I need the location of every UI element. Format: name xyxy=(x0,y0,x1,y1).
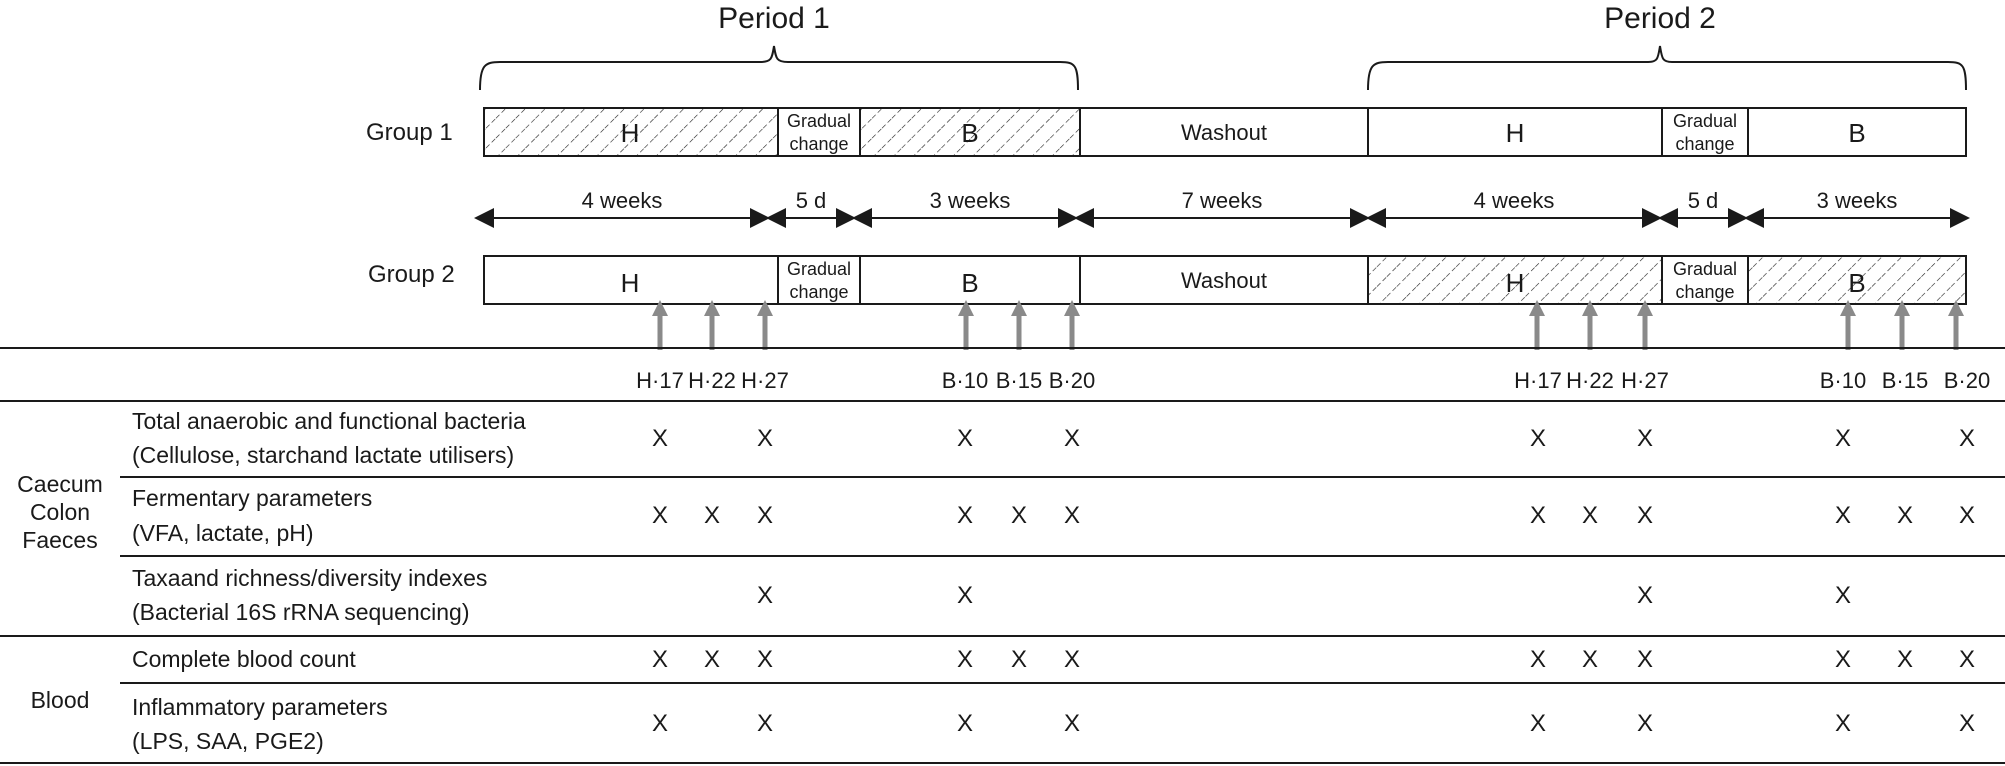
row-title: Inflammatory parameters xyxy=(132,694,388,720)
sampling-arrows xyxy=(660,308,1956,350)
sample-mark: X xyxy=(1581,502,1599,529)
sample-mark: X xyxy=(756,425,774,452)
sample-mark: X xyxy=(1636,710,1654,737)
sample-mark: X xyxy=(1834,582,1852,609)
sample-mark: X xyxy=(1010,646,1028,673)
group-2-washout-label: Washout xyxy=(1180,268,1268,293)
row-subtitle: (VFA, lactate, pH) xyxy=(132,520,314,546)
sample-mark: X xyxy=(651,502,669,529)
sample-mark: X xyxy=(651,425,669,452)
group-1-h2-label: H xyxy=(1505,118,1525,148)
sample-mark: X xyxy=(1636,502,1654,529)
table-row xyxy=(132,646,1975,673)
sample-mark: X xyxy=(651,710,669,737)
group-1-b-label: B xyxy=(961,118,979,148)
sample-mark: X xyxy=(1834,425,1852,452)
sample-mark: X xyxy=(1834,710,1852,737)
duration-label: 5 d xyxy=(795,188,827,213)
group-1-gradual-label: Gradual xyxy=(786,111,852,131)
group-1-gradual2-label: Gradual xyxy=(1672,111,1738,131)
sample-mark: X xyxy=(1063,710,1081,737)
sample-mark: X xyxy=(651,646,669,673)
sample-mark: X xyxy=(1834,646,1852,673)
timepoint-label: B·20 xyxy=(1048,368,1096,393)
group-1-change2-label: change xyxy=(1675,134,1735,154)
timepoint-label: H·27 xyxy=(741,368,789,393)
group-1-b2-label: B xyxy=(1848,118,1866,148)
duration-label: 7 weeks xyxy=(1181,188,1263,213)
group-1-h-label: H xyxy=(620,118,640,148)
sample-mark: X xyxy=(1581,646,1599,673)
duration-label: 4 weeks xyxy=(1473,188,1555,213)
row-title: Fermentary parameters xyxy=(132,485,373,511)
sample-mark: X xyxy=(1958,646,1976,673)
table-row xyxy=(132,565,1851,625)
timepoint-label: B·10 xyxy=(1819,368,1867,393)
row-subtitle: (Cellulose, starchand lactate utilisers) xyxy=(132,442,515,468)
period-1-label: Period 1 xyxy=(718,2,830,35)
category-caecum: Caecum xyxy=(17,471,103,497)
sample-mark: X xyxy=(1063,425,1081,452)
timepoint-label: B·15 xyxy=(995,368,1043,393)
sample-mark: X xyxy=(1529,646,1547,673)
table-row xyxy=(132,485,1975,546)
sample-mark: X xyxy=(1063,502,1081,529)
group-1-bar xyxy=(484,108,1966,156)
sample-mark: X xyxy=(756,710,774,737)
sample-mark: X xyxy=(956,425,974,452)
timepoint-label: B·20 xyxy=(1943,368,1991,393)
group-2-h2-label: H xyxy=(1505,268,1525,298)
timepoint-label: H·22 xyxy=(688,368,736,393)
row-subtitle: (Bacterial 16S rRNA sequencing) xyxy=(132,599,470,625)
table-row xyxy=(132,694,1975,754)
sample-mark: X xyxy=(1063,646,1081,673)
row-title: Complete blood count xyxy=(132,646,356,672)
sample-mark: X xyxy=(756,502,774,529)
sample-mark: X xyxy=(1529,502,1547,529)
group-2-change-label: change xyxy=(789,282,849,302)
sample-mark: X xyxy=(1958,425,1976,452)
row-subtitle: (LPS, SAA, PGE2) xyxy=(132,728,324,754)
sample-mark: X xyxy=(703,502,721,529)
timepoint-label: H·22 xyxy=(1566,368,1614,393)
duration-label: 3 weeks xyxy=(929,188,1011,213)
group-2-b2-label: B xyxy=(1848,268,1866,298)
period-1-brace xyxy=(480,46,1078,90)
sample-mark: X xyxy=(956,502,974,529)
sample-mark: X xyxy=(1896,502,1914,529)
group-2-gradual-label: Gradual xyxy=(786,259,852,279)
group-1-label: Group 1 xyxy=(366,119,453,146)
sample-mark: X xyxy=(1010,502,1028,529)
timepoint-label: H·17 xyxy=(636,368,684,393)
group-2-label: Group 2 xyxy=(368,261,455,288)
category-faeces: Faeces xyxy=(22,527,98,553)
group-1-washout-label: Washout xyxy=(1180,120,1268,145)
sample-mark: X xyxy=(1896,646,1914,673)
sample-mark: X xyxy=(1834,502,1852,529)
group-2-change2-label: change xyxy=(1675,282,1735,302)
timepoint-label: H·27 xyxy=(1621,368,1669,393)
sample-mark: X xyxy=(1636,646,1654,673)
group-2-h-label: H xyxy=(620,268,640,298)
sample-mark: X xyxy=(956,646,974,673)
group-2-b-label: B xyxy=(961,268,979,298)
sample-mark: X xyxy=(756,646,774,673)
row-title: Taxaand richness/diversity indexes xyxy=(132,565,488,591)
duration-label: 4 weeks xyxy=(581,188,663,213)
group-2-bar xyxy=(484,256,1966,304)
period-2-label: Period 2 xyxy=(1604,2,1716,35)
category-blood: Blood xyxy=(30,687,90,713)
period-2-brace xyxy=(1368,46,1966,90)
duration-label: 5 d xyxy=(1687,188,1719,213)
sample-mark: X xyxy=(756,582,774,609)
row-title: Total anaerobic and functional bacteria xyxy=(132,408,526,434)
sample-mark: X xyxy=(703,646,721,673)
group-2-gradual2-label: Gradual xyxy=(1672,259,1738,279)
duration-arrows xyxy=(476,188,1968,218)
sample-mark: X xyxy=(1529,425,1547,452)
sample-mark: X xyxy=(1529,710,1547,737)
table-rows xyxy=(132,408,1975,754)
sample-mark: X xyxy=(956,710,974,737)
sample-mark: X xyxy=(1636,425,1654,452)
category-colon: Colon xyxy=(29,499,91,525)
timepoint-label: B·15 xyxy=(1881,368,1929,393)
sample-mark: X xyxy=(1958,710,1976,737)
group-1-change-label: change xyxy=(789,134,849,154)
duration-label: 3 weeks xyxy=(1816,188,1898,213)
timepoint-label: H·17 xyxy=(1514,368,1562,393)
sample-mark: X xyxy=(956,582,974,609)
timepoint-label: B·10 xyxy=(941,368,989,393)
timepoint-labels xyxy=(636,368,1990,393)
sample-mark: X xyxy=(1636,582,1654,609)
sample-mark: X xyxy=(1958,502,1976,529)
table-row xyxy=(132,408,1975,468)
